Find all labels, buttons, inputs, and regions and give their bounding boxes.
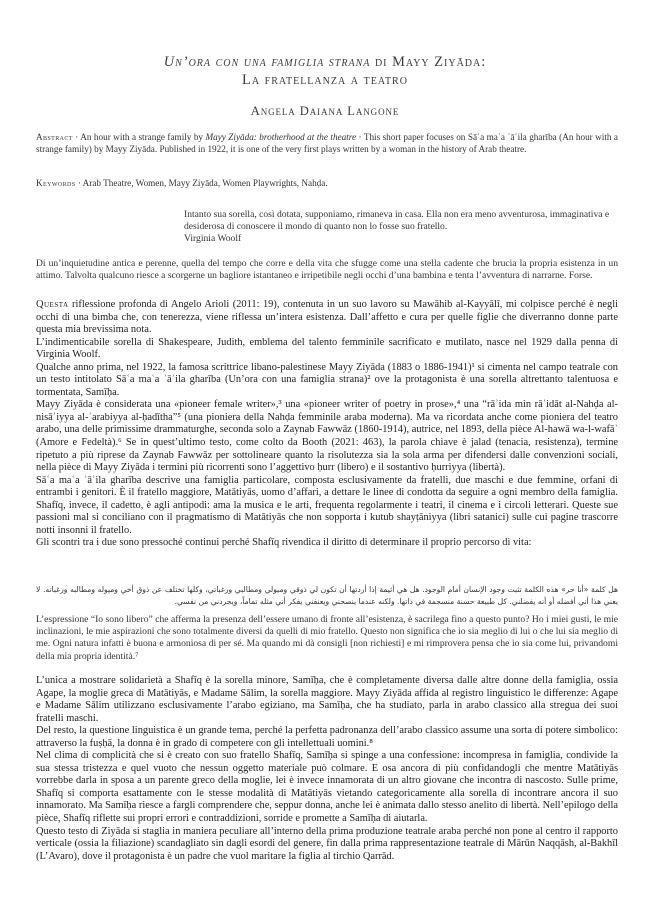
epigraph-text: Intanto sua sorella, così dotata, supponiamo, rimaneva in casa. Ella non era meno avventurosa, immaginativa e desiderosa di conoscere il mondo di quanto non lo fosse suo fratello. xyxy=(184,209,610,233)
paragraph: Mayy Ziyāda è considerata una «pioneer female writer»,³ una «pioneer writer of poetry in prose»,⁴ una “rāʾida min rāʾidāt al-Nahḍa al-nisāʾiyya al-ʿarabiyya al-ḥadītha”⁵ (una pioniera della Nahḍa femminile araba moderna). Ma va ricordata anche come pioniera del teatro arabo, una delle primissime drammaturghe, seconda solo a Zaynab Fawwāz (1860-1914), autrice, nel 1893, della pièce Al-hawā wa-l-wafāʾ (Amore e Fedeltà).⁶ Se in quest’ultimo testo, come colto da Booth (2021: 463), la parola chiave è jalad (tenacia, resistenza), termine ripetuto a più riprese da Zaynab Fawwāz per sottolineare quanto la risolutezza sia la sola arma per difendersi dalle convenzioni sociali, nella pièce di Mayy Ziyāda i termini più ricorrenti sono l’aggettivo ḥurr (libero) e il sostantivo ḥurriyya (libertà). xyxy=(36,399,618,474)
epigraph-source: Virginia Woolf xyxy=(184,233,242,245)
keywords xyxy=(36,178,618,190)
body-section-1 xyxy=(36,299,618,550)
abstract-text: · This short paper focuses on Sāʿa maʿa ʾāʾila gharība (An hour with a strange family) by Mayy Ziyāda. Published in 1922, it is one of the very first plays written by a woman in the history of Arab theatre. xyxy=(36,132,619,154)
paragraph: L’unica a mostrare solidarietà a Shafīq è la sorella minore, Samīḥa, che è completamente diversa dalle altre donne della famiglia, ossia Agape, la moglie greca di Matātiyās, e Madame Sālim, la sorella maggiore. Mayy Ziyāda affida al registro linguistico le differenze: Agape e Madame Sālim utilizzano esclusivamente l’arabo egiziano, ma Samīḥa, che ha studiato, parla in arabo classico alla stregua dei suoi fratelli maschi. xyxy=(36,675,618,724)
paragraph xyxy=(36,299,618,337)
title-line-1 xyxy=(40,53,610,71)
epigraph xyxy=(184,209,620,245)
title-author-part: di Mayy Ziyāda: xyxy=(370,54,487,70)
keywords-text: · Arab Theatre, Women, Mayy Ziyāda, Women Playwrights, Nahḍa. xyxy=(75,178,328,188)
body-section-2 xyxy=(36,675,618,863)
paragraph: Qualche anno prima, nel 1922, la famosa scrittrice libano-palestinese Mayy Ziyāda (1883 o 1886-1941)¹ si cimenta nel campo teatrale con un testo intitolato Sāʿa maʿa ʾāʾila gharība (Un’ora con una famiglia strana)² ove la protagonista è una sorella altrettanto talentuosa e tormentata, Samīḥa. xyxy=(36,361,618,398)
keywords-label: Keywords xyxy=(36,178,76,188)
italian-translation-quote: L’espressione “Io sono libero” che afferma la presenza dell’essere umano di fronte all’esistenza, è sacrilega fino a questo punto? Ho i miei gusti, le mie inclinazioni, le mie aspirazioni che sono totalmente diversi da quelli di mio fratello. Questo non significa che io sia meglio di lui o che lui sia meglio di me. Ogni natura infatti è buona e armoniosa di per sé. Ma quando mi dà consigli [non richiesti] e mi rimprovera pensa che io sia come lui, privandomi della mia propria identità.⁷ xyxy=(36,614,618,662)
paragraph: Del resto, la questione linguistica è un grande tema, perché la perfetta padronanza dell’arabo classico assume una sorta di potere simbolico: attraverso la fuṣḥā, la donna è in grado di competere con gli intellettuali uomini.⁸ xyxy=(36,725,618,749)
abstract-label: Abstract xyxy=(36,132,73,142)
paragraph: Nel clima di complicità che si è creato con suo fratello Shafīq, Samīḥa si spinge a una confessione: incompresa in famiglia, condivide la sua stessa tristezza e quel vuoto che nessun oggetto materiale può colmare. E osa ancora di più confidandogli che mentre Matātiyās vorrebbe darla in sposa a un parente greco della moglie, lei è invece innamorata di un altro giovane che incontra di nascosto. Sulle prime, Shafīq si comporta esattamente con le stesse modalità di Matātiyās vietando categoricamente alla sorella di incontrare ancora il suo innamorato. Ma Samīḥa riesce a fargli comprendere che, seppur donna, anche lei è animata dallo stesso anelito di libertà. Nell’epilogo della pièce, Shafīq riflette sui propri errori e contraddizioni, sorride e promette a Samīḥa di aiutarla. xyxy=(36,750,618,825)
arabic-quotation: هل كلمة «أنا حر» هذه الكلمة تثبت وجود الإنسان أمام الوجود. هل هي أثيمة إذا أردتها أن تكون لي ذوقي وميولي ومطالبي ورغباتي، وكلها تختلف عن ذوق أخي وميوله ومطالبه ورغباته. لا يعني هذا أني أفضله أو أنه يفضلني. كل طبيعة حسنة منسجمة في ذاتها. ولكنه عندما ينصحني ويعنفني يفكر أني مثله تماماً، ويجردني من نفسي. xyxy=(36,585,618,607)
abstract xyxy=(36,132,618,155)
title-play-name: Un’ora con una famiglia strana xyxy=(163,54,371,70)
title-line-2: La fratellanza a teatro xyxy=(242,72,408,88)
paragraph-text: riflessione profonda di Angelo Arioli (2011: 19), contenuta in un suo lavoro su Mawāhib al-Kayyālī, mi colpisce perché è negli occhi di una bimba che, con tenerezza, viene riflessa un’intera esistenza. Dall’affetto e cura per quelle figlie che diverranno donne parte questa mia brevissima nota. xyxy=(36,299,618,336)
opening-quote: Di un’inquietudine antica e perenne, quella del tempo che corre e della vita che sfugge come una stella cadente che brucia la propria esistenza in un attimo. Talvolta qualcuno riesce a scorgerne un bagliore istantaneo e irripetibile negli occhi d’una bambina e tenta l’avventura di narrarne. Forse. xyxy=(36,258,618,282)
paragraph: Questo testo di Ziyāda si staglia in maniera peculiare all’interno della prima produzione teatrale araba perché non pone al centro il rapporto verticale (ossia la filiazione) scandagliato sin dagli esordi del genere, fin dalla prima rappresentazione teatrale di Mārūn Naqqāsh, al-Bakhīl (L’Avaro), dove il protagonista è un padre che vuol maritare la figlia al tirchio Qarrād. xyxy=(36,825,618,862)
paragraph: Sāʿa maʿa ʾāʾila gharība descrive una famiglia particolare, composta esclusivamente da fratelli, due maschi e due femmine, orfani di entrambi i genitori. È il fratello maggiore, Matātiyās, uomo d’affari, a dettare le linee di condotta da seguire a ogni membro della famiglia. Shafīq, invece, il cadetto, è agli antipodi: ama la musica e le arti, frequenta regolarmente i teatri, il cinema e i circoli letterari. Queste sue passioni mal si conciliano con il pragmatismo di Matātiyās che non sopporta i kutub shayṭāniyya (libri satanici) sulle cui pagine trascorre notti insonni il fratello. xyxy=(36,474,618,536)
paper-author: Angela Daiana Langone xyxy=(250,104,400,118)
paragraph: L’indimenticabile sorella di Shakespeare, Judith, emblema del talento femminile sacrificato e mutilato, nasce nel 1929 dalla penna di Virginia Woolf. xyxy=(36,336,618,361)
paragraph: Gli scontri tra i due sono pressoché continui perché Shafīq rivendica il diritto di determinare il proprio percorso di vita: xyxy=(36,537,532,549)
abstract-english-title: Mayy Ziyāda: brotherhood at the theatre xyxy=(205,132,357,142)
abstract-lead: · An hour with a strange family by xyxy=(72,132,206,142)
paragraph-lead-word: Questa xyxy=(36,299,69,310)
